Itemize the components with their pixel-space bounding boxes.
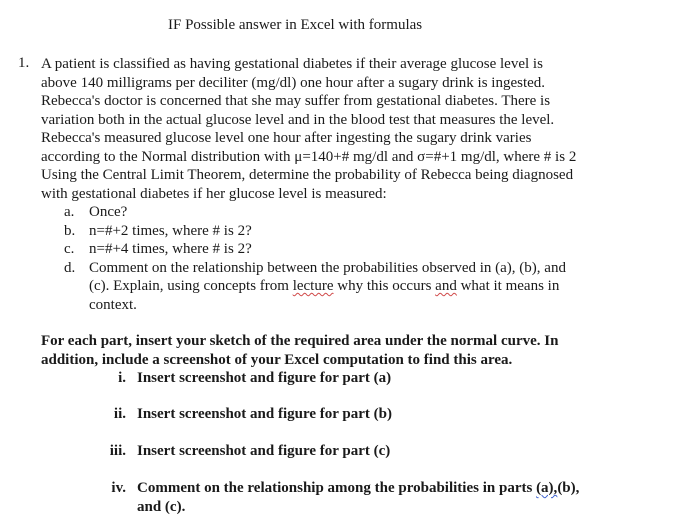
question-line: according to the Normal distribution with μ=140+# mg/dl and σ=#+1 mg/dl, where # is 2 bbox=[41, 148, 577, 165]
question-number: 1. bbox=[18, 55, 30, 71]
task-iii-number: iii. bbox=[109, 443, 126, 459]
task-iv-number: iv. bbox=[111, 480, 126, 496]
part-b-text: n=#+2 times, where # is 2? bbox=[89, 222, 252, 239]
part-a-text: Once? bbox=[89, 204, 128, 220]
task-iv-line1 bbox=[137, 479, 579, 497]
part-d-line3: context. bbox=[89, 296, 137, 313]
spellcheck-word-and: and bbox=[435, 278, 457, 294]
spellcheck-word-lecture: lecture bbox=[292, 278, 334, 294]
question-line: Rebecca's measured glucose level one hour after ingesting the sugary drink varies bbox=[41, 130, 532, 146]
part-a-letter: a. bbox=[64, 204, 75, 220]
part-c-letter: c. bbox=[64, 241, 75, 257]
question-line: with gestational diabetes if her glucose level is measured: bbox=[41, 185, 387, 202]
task-i-number: i. bbox=[118, 370, 126, 386]
part-d-line2-middle: why this occurs bbox=[333, 278, 436, 294]
instructions-line1: For each part, insert your sketch of the required area under the normal curve. In bbox=[41, 333, 559, 349]
grammar-mark-a: (a), bbox=[536, 480, 558, 496]
task-iii-text: Insert screenshot and figure for part (c) bbox=[137, 443, 391, 459]
question-line: Rebecca's doctor is concerned that she may suffer from gestational diabetes. There is bbox=[41, 93, 551, 109]
part-d-line1: Comment on the relationship between the probabilities observed in (a), (b), and bbox=[89, 259, 566, 276]
task-iv-line2: and (c). bbox=[137, 499, 186, 515]
task-iv-line1-after: (b), bbox=[557, 480, 580, 496]
question-line: A patient is classified as having gestational diabetes if their average glucose level is bbox=[41, 56, 543, 72]
instructions-line2: addition, include a screenshot of your Excel computation to find this area. bbox=[41, 352, 513, 368]
part-d-line2-after: what it means in bbox=[456, 278, 560, 294]
part-d-line2 bbox=[89, 277, 559, 295]
task-ii-text: Insert screenshot and figure for part (b) bbox=[137, 406, 392, 422]
task-i-text: Insert screenshot and figure for part (a) bbox=[137, 370, 392, 386]
task-iv-line1-before: Comment on the relationship among the probabilities in parts bbox=[137, 480, 537, 496]
part-c-text: n=#+4 times, where # is 2? bbox=[89, 241, 252, 257]
part-b-letter: b. bbox=[64, 222, 76, 239]
question-line: above 140 milligrams per deciliter (mg/dl) one hour after a sugary drink is ingested. bbox=[41, 74, 546, 91]
page-title: IF Possible answer in Excel with formulas bbox=[168, 17, 423, 33]
part-d-line2-before: (c). Explain, using concepts from bbox=[89, 278, 293, 294]
task-ii-number: ii. bbox=[113, 406, 126, 422]
part-d-letter: d. bbox=[64, 259, 76, 276]
question-line: Using the Central Limit Theorem, determine the probability of Rebecca being diagnosed bbox=[41, 167, 574, 183]
question-line: variation both in the actual glucose level and in the blood test that measures the level. bbox=[41, 111, 555, 128]
